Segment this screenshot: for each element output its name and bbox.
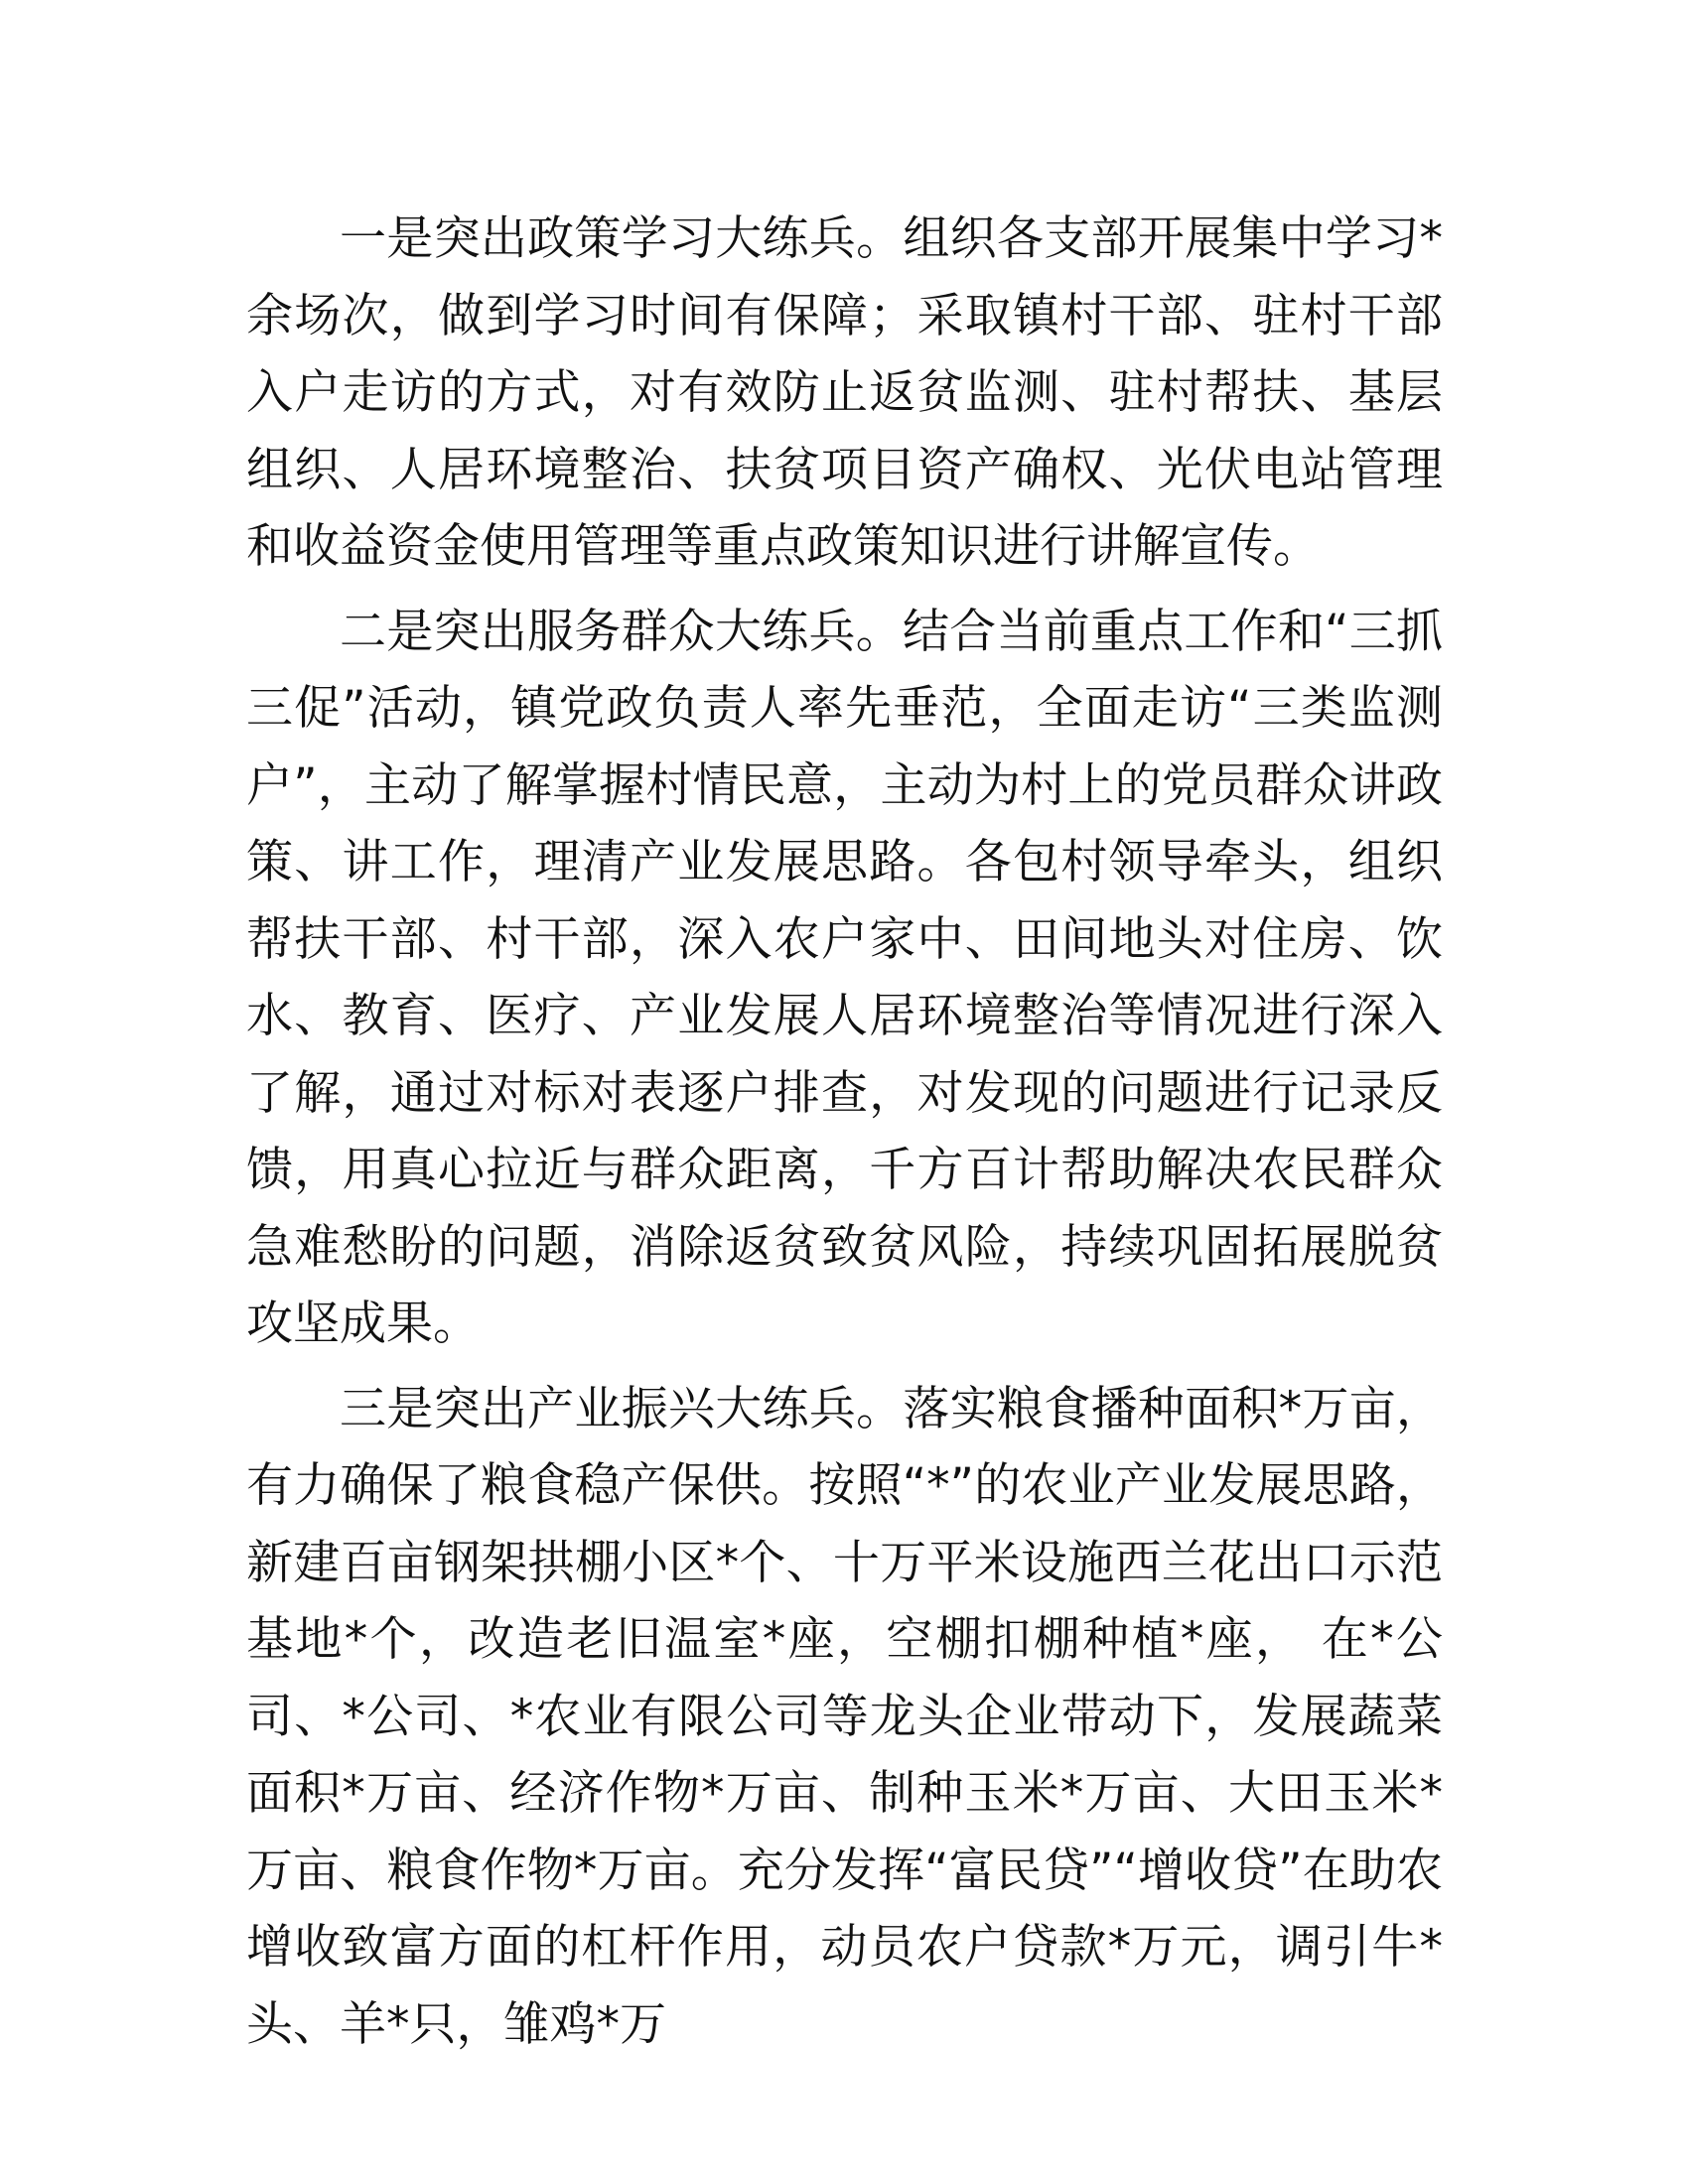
paragraph-industry-revitalization: 三是突出产业振兴大练兵。落实粮食播种面积*万亩，有力确保了粮食稳产保供。按照“*”的农业产业发展思路，新建百亩钢架拱棚小区*个、十万平米设施西兰花出口示范基地*个，改造老旧温室*座，空棚扣棚种植*座， 在*公司、*公司、*农业有限公司等龙头企业带动下，发展蔬菜面积*万亩、经济作物*万亩、制种玉米*万亩、大田玉米*万亩、粮食作物*万亩。充分发挥“富民贷”“增收贷”在助农增收致富方面的杠杆作用，动员农户贷款*万元，调引牛*头、羊*只，雏鸡*万 (246, 1381, 1443, 2052)
paragraph-policy-study: 一是突出政策学习大练兵。组织各支部开展集中学习*余场次，做到学习时间有保障；采取镇村干部、驻村干部入户走访的方式，对有效防止返贫监测、驻村帮扶、基层组织、人居环境整治、扶贫项目资产确权、光伏电站管理和收益资金使用管理等重点政策知识进行讲解宣传。 (246, 211, 1443, 574)
paragraph-serve-masses: 二是突出服务群众大练兵。结合当前重点工作和“三抓三促”活动，镇党政负责人率先垂范，全面走访“三类监测户”，主动了解掌握村情民意，主动为村上的党员群众讲政策、讲工作，理清产业发展思路。各包村领导牵头，组织帮扶干部、村干部，深入农户家中、田间地头对住房、饮水、教育、医疗、产业发展人居环境整治等情况进行深入了解，通过对标对表逐户排查，对发现的问题进行记录反馈，用真心拉近与群众距离，千方百计帮助解决农民群众急难愁盼的问题，消除返贫致贫风险，持续巩固拓展脱贫攻坚成果。 (246, 604, 1443, 1351)
document-body (246, 201, 1443, 2071)
